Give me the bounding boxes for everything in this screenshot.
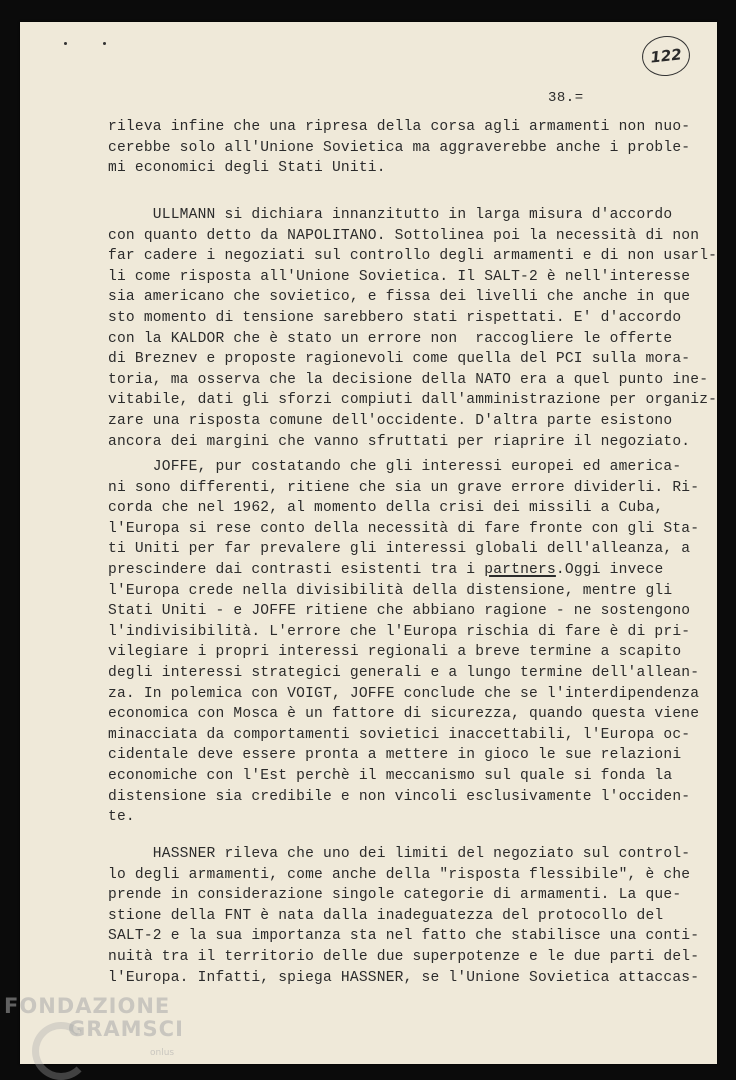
text-line: vilegiare i propri interessi regionali a breve termine a scapito bbox=[108, 644, 682, 661]
text-line: prende in considerazione singole categorie di armamenti. La que- bbox=[108, 887, 682, 904]
text-line: ULLMANN si dichiara innanzitutto in larga misura d'accordo bbox=[108, 207, 673, 223]
text-line: cerebbe solo all'Unione Sovietica ma aggraverebbe anche i proble- bbox=[108, 139, 691, 156]
watermark-line-3: onlus bbox=[150, 1048, 175, 1058]
text-line: zare una risposta comune dell'occidente. D'altra parte esistono bbox=[108, 412, 673, 429]
text-line: li come risposta all'Unione Sovietica. Il SALT-2 è nell'interesse bbox=[108, 268, 691, 285]
text-line bbox=[108, 560, 699, 581]
text-line: l'Europa si rese conto della necessità di fare fronte con gli Sta- bbox=[108, 520, 700, 537]
text-line: l'Europa. Infatti, spiega HASSNER, se l'Unione Sovietica attaccas- bbox=[108, 969, 700, 986]
text-line: toria, ma osserva che la decisione della NATO era a quel punto ine- bbox=[108, 371, 709, 388]
text-line: con quanto detto da NAPOLITANO. Sottolinea poi la necessità di non bbox=[108, 227, 700, 244]
text-line: degli interessi strategici generali e a lungo termine dell'allean- bbox=[108, 664, 700, 681]
text-line: SALT-2 e la sua importanza sta nel fatto che stabilisce una conti- bbox=[108, 928, 700, 945]
text-line: sto momento di tensione sarebbero stati rispettati. E' d'accordo bbox=[108, 309, 682, 326]
text-segment: .Oggi invece bbox=[555, 561, 664, 578]
text-line: sia americano che sovietico, e fissa dei livelli che anche in que bbox=[108, 289, 691, 306]
text-line: vitabile, dati gli sforzi compiuti dall'amministrazione per organiz- bbox=[108, 392, 718, 409]
text-line: minacciata da comportamenti sovietici inaccettabili, l'Europa oc- bbox=[108, 726, 691, 743]
watermark-line-1: FONDAZIONE bbox=[4, 994, 171, 1018]
text-line: con la KALDOR che è stato un errore non raccogliere le offerte bbox=[108, 330, 673, 347]
paragraph-hassner bbox=[108, 844, 699, 988]
text-line: stione della FNT è nata dalla inadeguatezza del protocollo del bbox=[108, 907, 664, 924]
text-line: JOFFE, pur costatando che gli interessi europei ed america- bbox=[108, 459, 682, 475]
text-line: Stati Uniti - e JOFFE ritiene che abbiano ragione - ne sostengono bbox=[108, 603, 691, 620]
text-line: lo degli armamenti, come anche della "risposta flessibile", è che bbox=[108, 866, 691, 883]
underlined-word: partners bbox=[484, 561, 556, 578]
text-line: nuità tra il territorio delle due superpotenze e le due parti del- bbox=[108, 948, 700, 965]
text-line: economiche con l'Est perchè il meccanismo sul quale si fonda la bbox=[108, 767, 673, 784]
paragraph-joffe bbox=[108, 457, 699, 828]
watermark-line-2: GRAMSCI bbox=[68, 1017, 184, 1041]
watermark bbox=[4, 996, 184, 1040]
text-line: l'Europa crede nella divisibilità della distensione, mentre gli bbox=[108, 582, 673, 599]
text-segment: prescindere dai contrasti esistenti tra i bbox=[108, 561, 485, 578]
paragraph-ullmann bbox=[108, 205, 717, 452]
text-line: mi economici degli Stati Uniti. bbox=[108, 160, 386, 177]
text-line: di Breznev e proposte ragionevoli come quella del PCI sulla mora- bbox=[108, 351, 691, 368]
text-line: l'indivisibilità. L'errore che l'Europa rischia di fare è di pri- bbox=[108, 623, 691, 640]
text-line: ancora dei margini che vanno sfruttati per riaprire il negoziato. bbox=[108, 433, 691, 450]
text-line: ti Uniti per far prevalere gli interessi globali dell'alleanza, a bbox=[108, 541, 691, 558]
text-line: ni sono differenti, ritiene che sia un grave errore dividerli. Ri- bbox=[108, 479, 700, 496]
text-line: cidentale deve essere pronta a mettere in gioco le sue relazioni bbox=[108, 747, 682, 764]
archive-stamp-number: 122 bbox=[640, 34, 692, 79]
text-line: HASSNER rileva che uno dei limiti del negoziato sul control- bbox=[108, 846, 691, 862]
punch-hole bbox=[103, 42, 106, 45]
page-number: 38.= bbox=[548, 90, 584, 106]
text-line: te. bbox=[108, 809, 135, 826]
text-line: rileva infine che una ripresa della corsa agli armamenti non nuo- bbox=[108, 119, 691, 135]
text-line: za. In polemica con VOIGT, JOFFE conclude che se l'interdipendenza bbox=[108, 685, 700, 702]
text-line: far cadere i negoziati sul controllo degli armamenti e di non usarl- bbox=[108, 248, 718, 265]
text-line: economica con Mosca è un fattore di sicurezza, quando questa viene bbox=[108, 706, 700, 723]
paragraph-1 bbox=[108, 117, 690, 179]
text-line: corda che nel 1962, al momento della crisi dei missili a Cuba, bbox=[108, 500, 664, 517]
text-line: distensione sia credibile e non vincoli esclusivamente l'occiden- bbox=[108, 788, 691, 805]
punch-hole bbox=[64, 42, 67, 45]
